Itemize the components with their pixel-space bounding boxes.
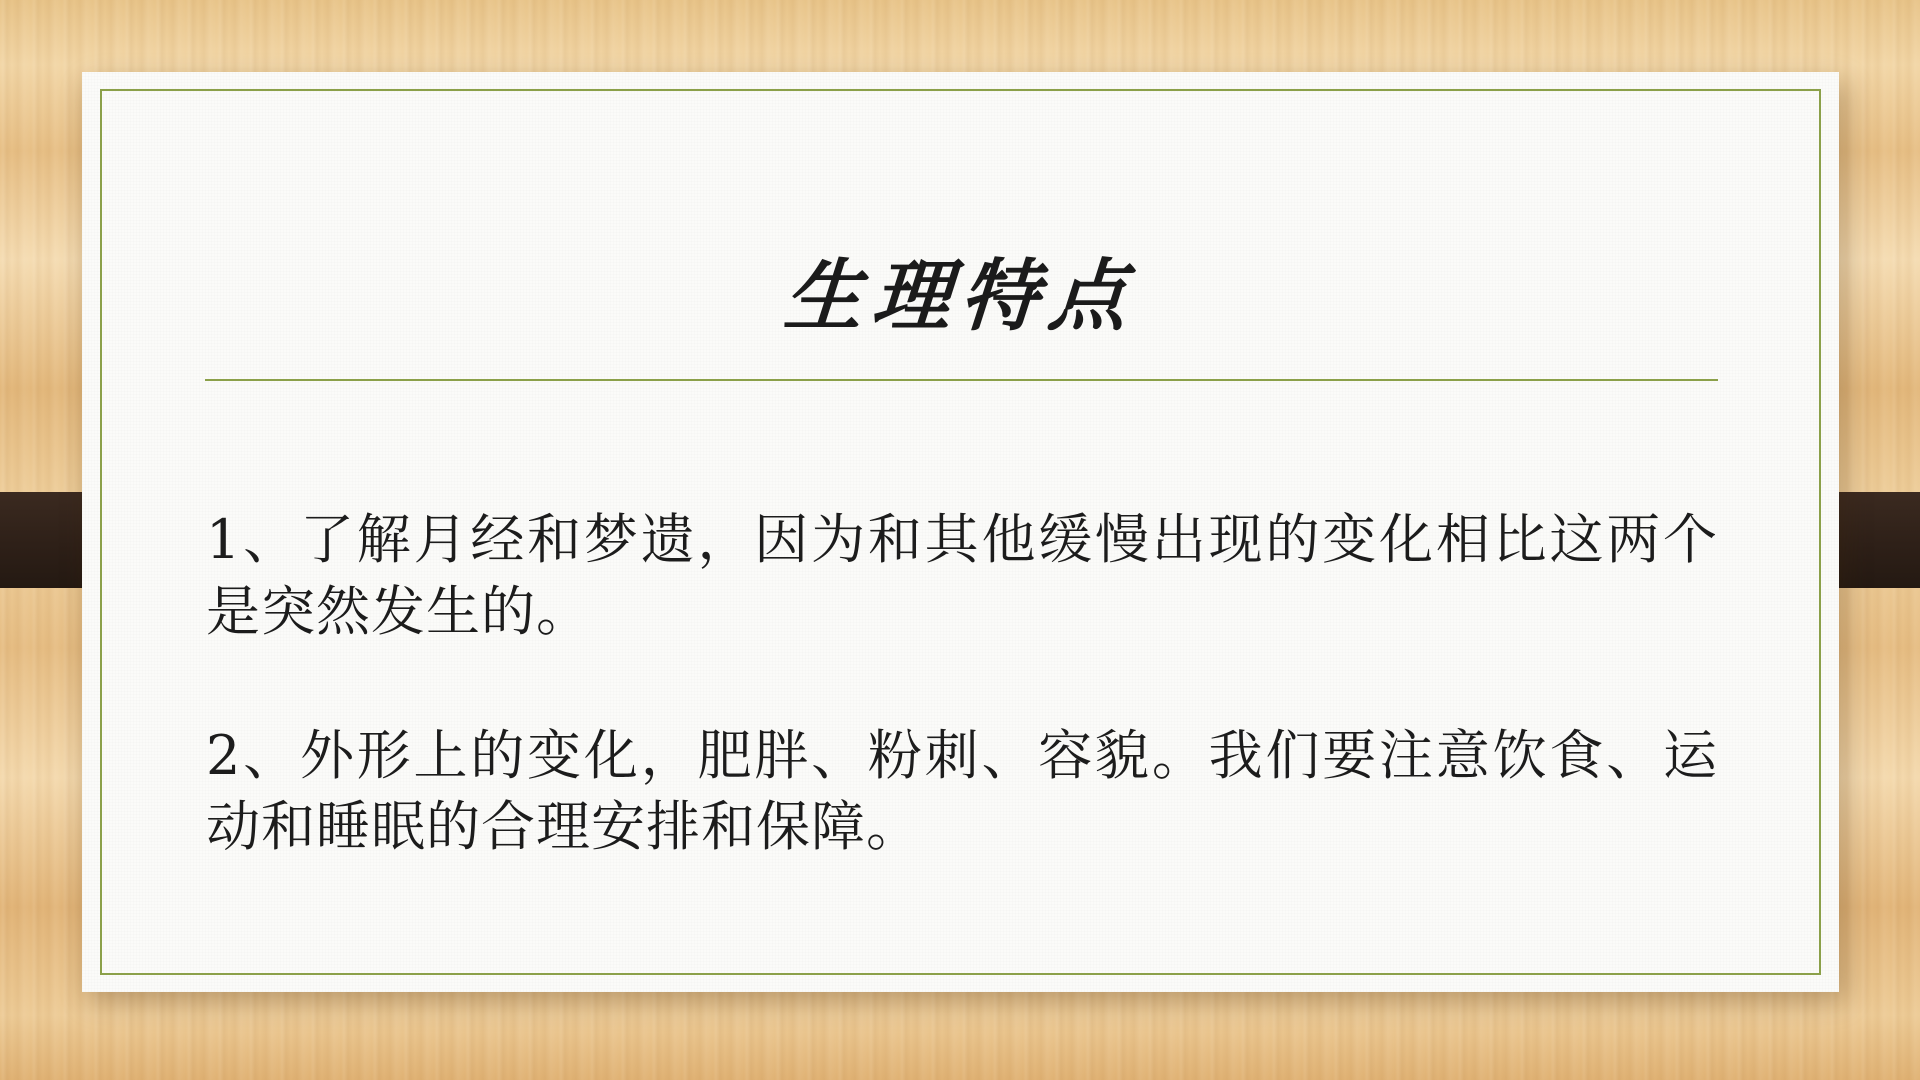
body-paragraph-2: 2、外形上的变化，肥胖、粉刺、容貌。我们要注意饮食、运动和睡眠的合理安排和保障。 [206, 723, 1718, 859]
slide-title: 生理特点 [781, 252, 1140, 342]
content-card [82, 72, 1839, 992]
body-paragraph-1: 1、了解月经和梦遗，因为和其他缓慢出现的变化相比这两个是突然发生的。 [206, 508, 1718, 643]
title-divider [205, 379, 1718, 381]
slide-body [206, 450, 1718, 917]
